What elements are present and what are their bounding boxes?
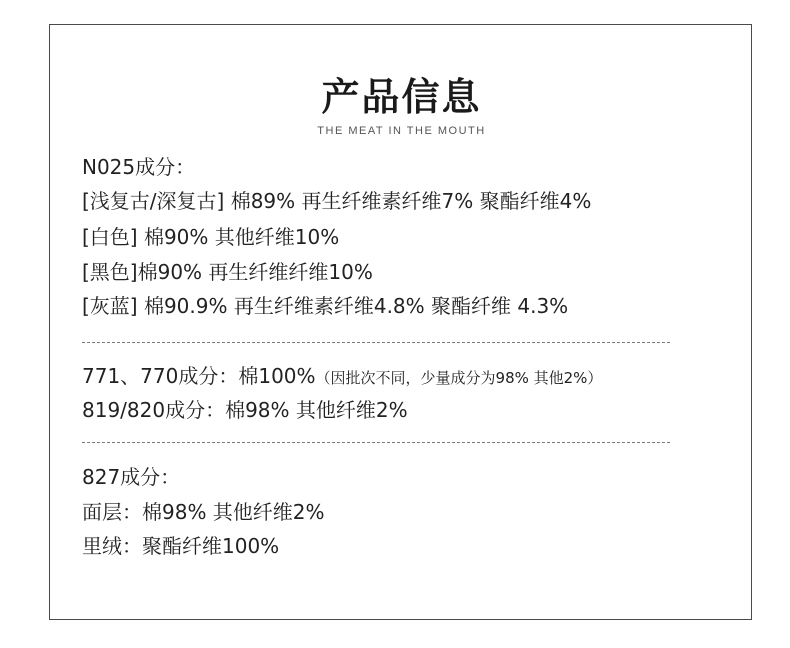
composition-line: 里绒：聚酯纤维100% [82, 534, 280, 558]
page-title: 产品信息 [321, 75, 482, 119]
product-info-card [49, 24, 752, 620]
composition-line: [浅复古/深复古] 棉89% 再生纤维素纤维7% 聚酯纤维4% [82, 189, 592, 213]
composition-line: 819/820成分：棉98% 其他纤维2% [82, 398, 408, 422]
composition-line: [黑色]棉90% 再生纤维纤维10% [82, 260, 373, 284]
page-subtitle: THE MEAT IN THE MOUTH [317, 125, 486, 137]
composition-line: [灰蓝] 棉90.9% 再生纤维素纤维4.8% 聚酯纤维 4.3% [82, 294, 569, 318]
composition-note: （因批次不同，少量成分为98% 其他2%） [315, 369, 603, 387]
section-divider [82, 442, 670, 443]
section-heading-827: 827成分： [82, 465, 181, 489]
composition-text: 771、770成分：棉100% [82, 364, 316, 388]
composition-line: [白色] 棉90% 其他纤维10% [82, 225, 340, 249]
composition-line: 面层：棉98% 其他纤维2% [82, 500, 325, 524]
section-divider [82, 342, 670, 343]
section-heading-n025: N025成分： [82, 155, 196, 179]
composition-line [82, 363, 602, 391]
